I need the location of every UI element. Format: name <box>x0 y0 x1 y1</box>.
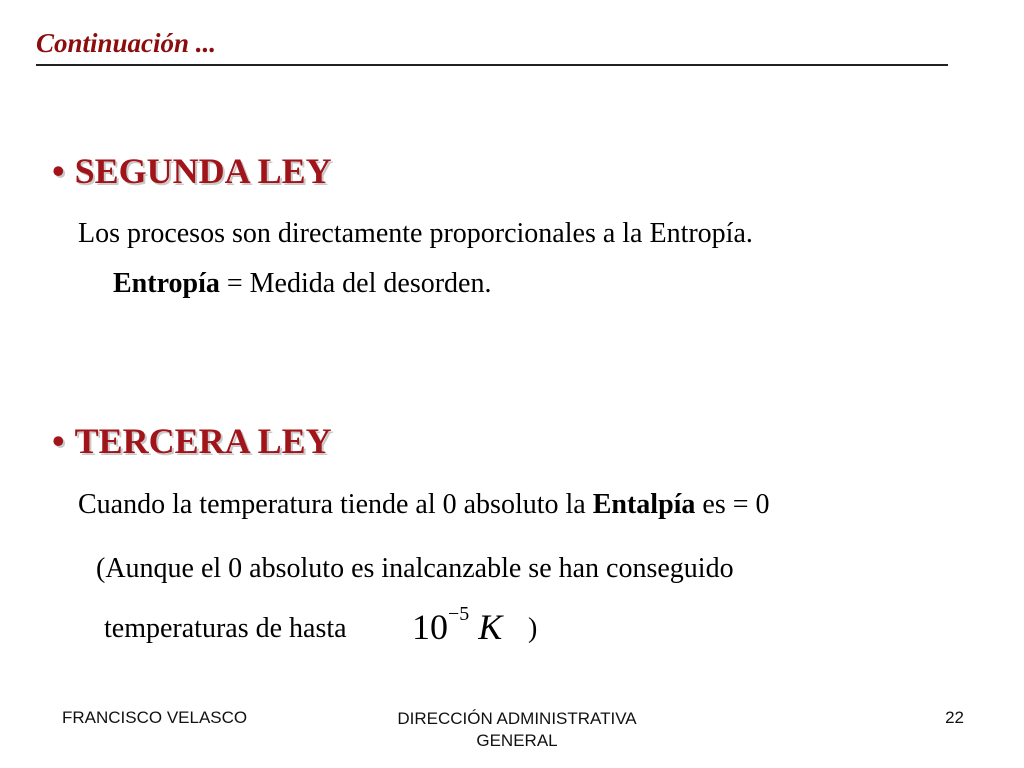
entalpia-term: Entalpía <box>592 489 696 520</box>
formula-unit: K <box>478 607 503 647</box>
heading-text: SEGUNDA LEY <box>74 151 332 191</box>
footer-department-line2: GENERAL <box>476 731 558 750</box>
footer-department-line1: DIRECCIÓN ADMINISTRATIVA <box>397 709 637 728</box>
segunda-ley-statement: Los procesos son directamente proporcionales a la Entropía. <box>78 218 753 249</box>
heading-tercera-ley <box>52 420 332 462</box>
entropia-term: Entropía <box>113 268 220 299</box>
heading-text: TERCERA LEY <box>74 421 332 461</box>
page-number: 22 <box>945 708 964 727</box>
entropia-definition <box>113 268 491 300</box>
entropia-meaning: = Medida del desorden. <box>219 268 492 299</box>
temperature-note-pre: temperaturas de hasta <box>104 613 347 644</box>
temperature-formula <box>412 603 503 648</box>
tercera-ley-statement <box>78 489 770 521</box>
footer-department <box>362 708 672 752</box>
temperature-note-post: ) <box>528 613 538 644</box>
statement-post: es = 0 <box>695 489 770 520</box>
heading-segunda-ley <box>52 150 332 192</box>
footer-author: FRANCISCO VELASCO <box>62 708 248 727</box>
bullet-marker: • <box>52 421 65 461</box>
formula-exponent: −5 <box>448 603 470 625</box>
formula-base: 10 <box>412 607 448 647</box>
statement-pre: Cuando la temperatura tiende al 0 absoluto la <box>78 489 593 520</box>
title-divider <box>36 64 948 66</box>
absolute-zero-note: (Aunque el 0 absoluto es inalcanzable se han conseguido <box>96 553 734 584</box>
bullet-marker: • <box>52 151 65 191</box>
slide-title: Continuación ... <box>36 28 217 58</box>
